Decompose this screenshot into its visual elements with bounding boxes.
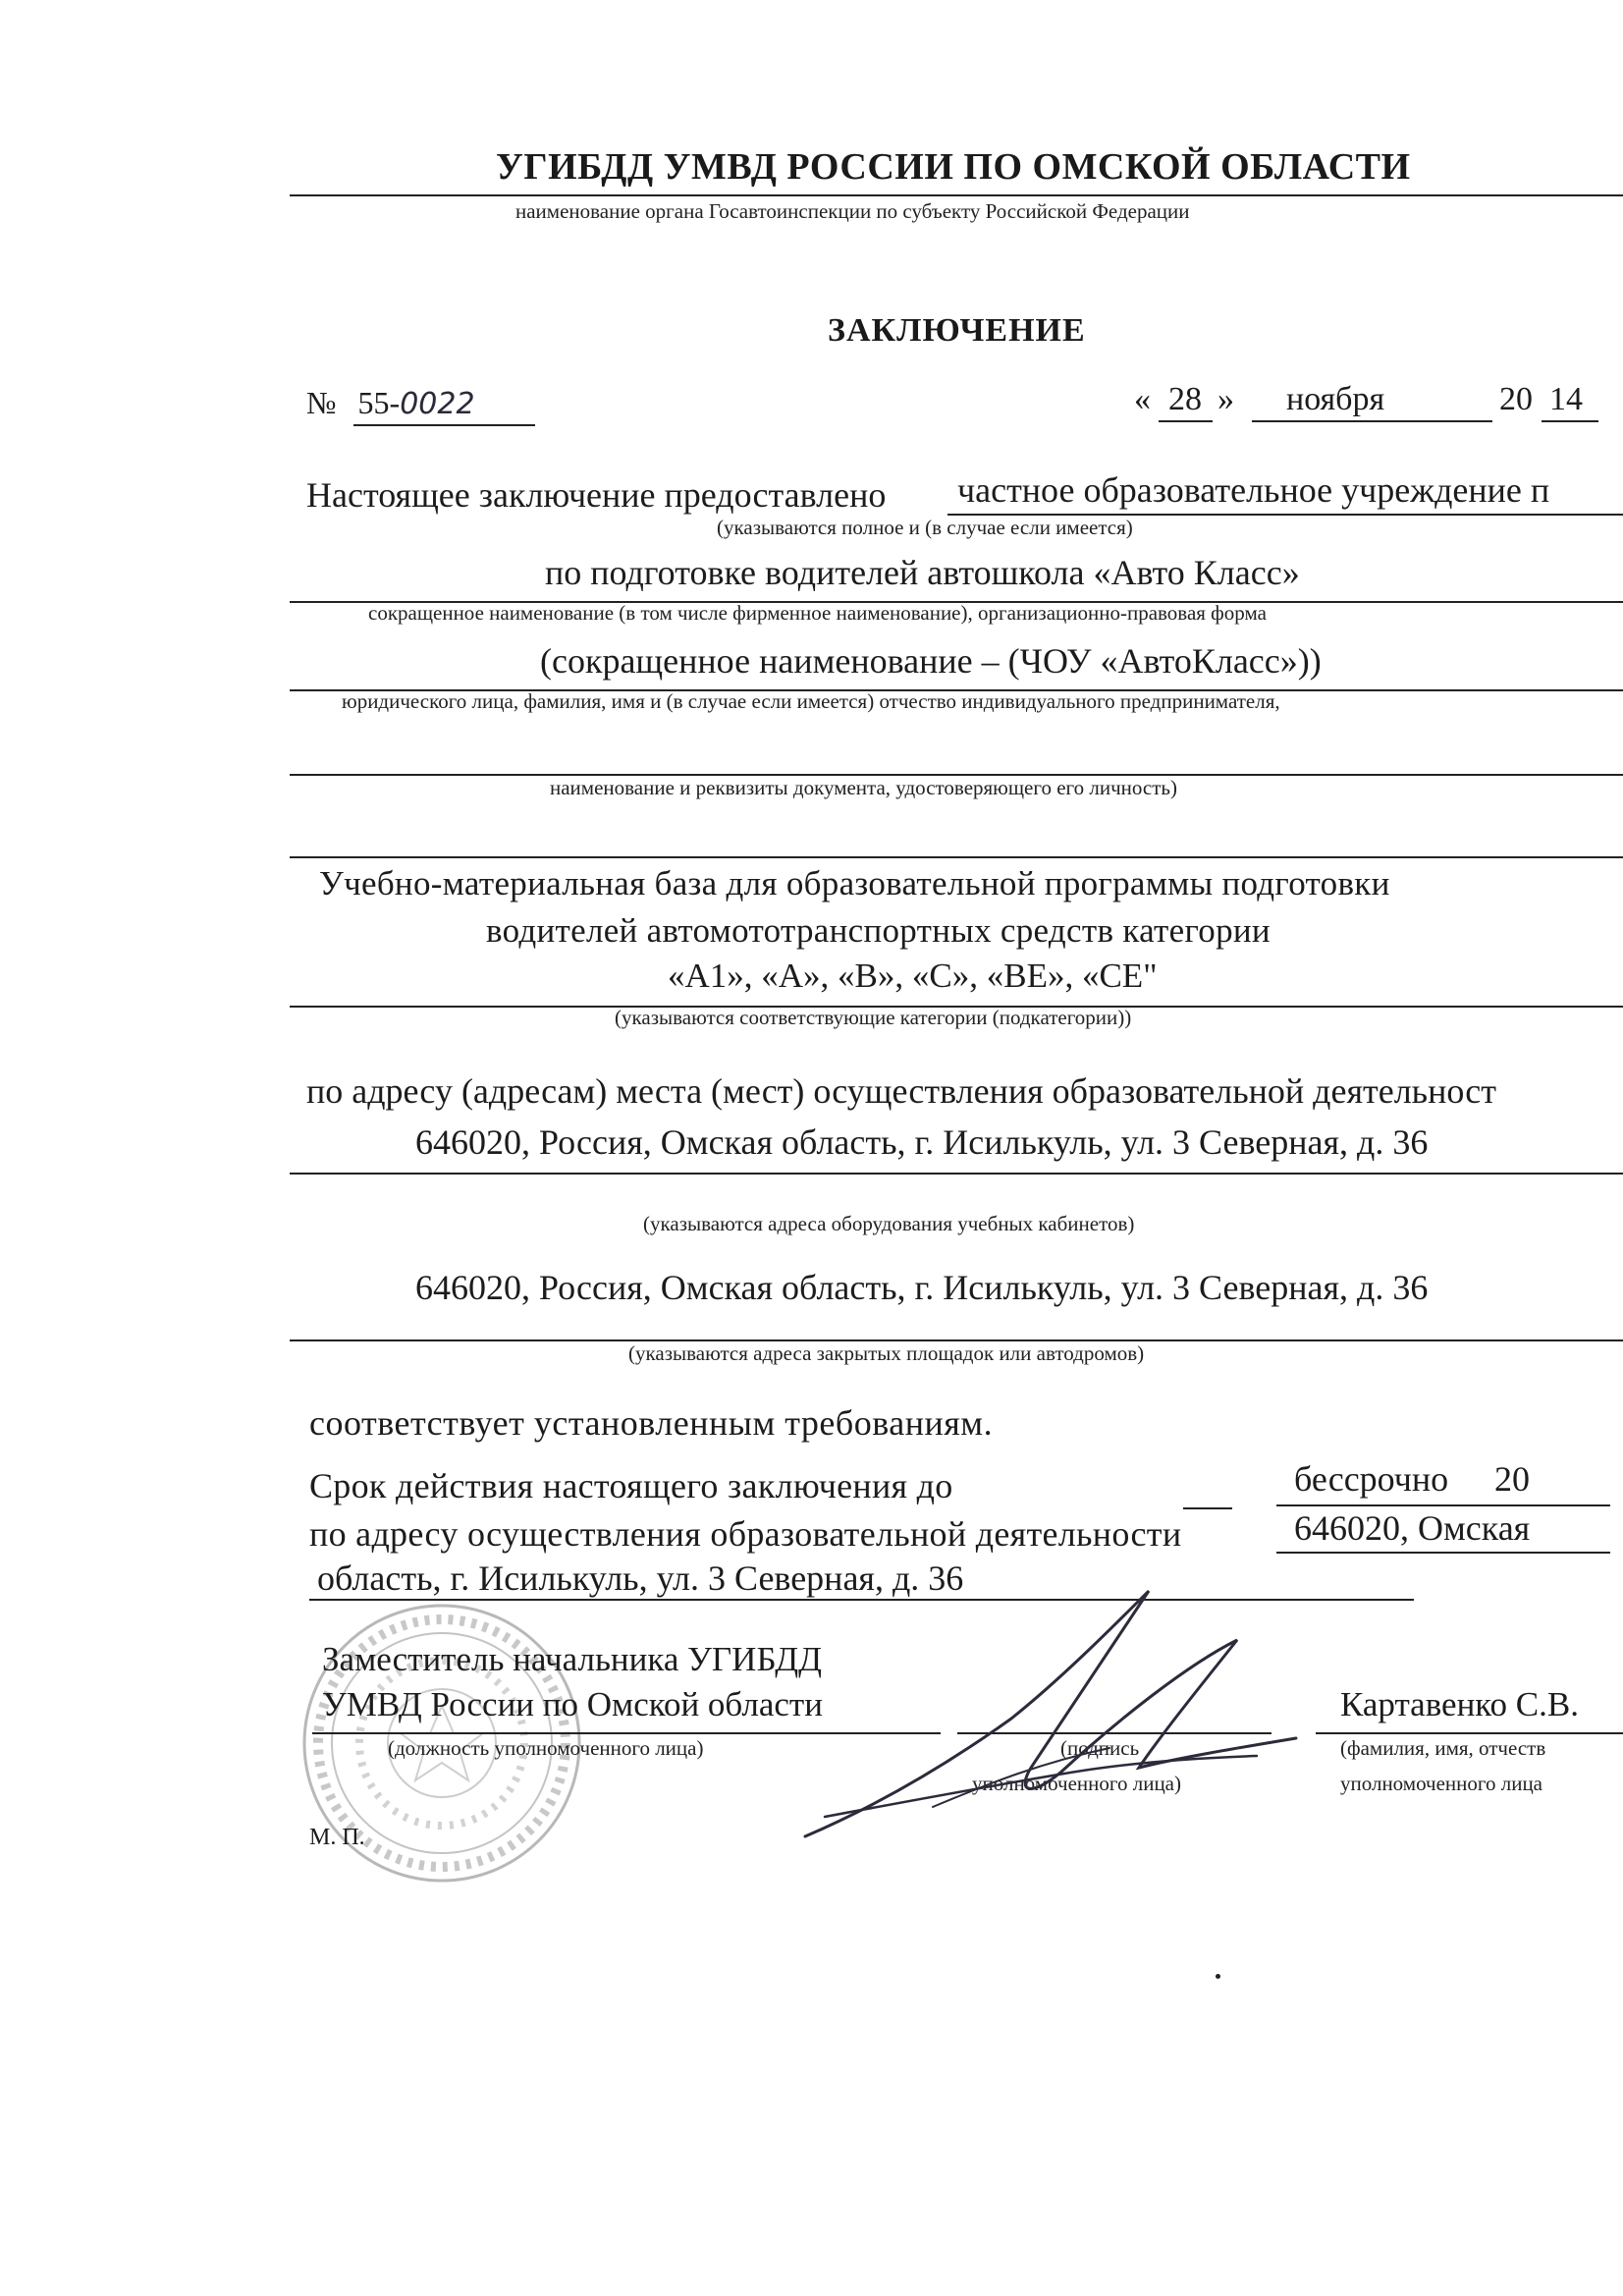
provided-intro: Настоящее заключение предоставлено [306, 475, 887, 515]
date-close: » [1217, 381, 1234, 417]
separator-line [290, 856, 1623, 858]
number-label [306, 385, 475, 421]
address-caption-1: (указываются адреса оборудования учебных кабинетов) [643, 1212, 1135, 1235]
provided-line-2: по подготовке водителей автошкола «Авто Класс» [545, 553, 1300, 592]
signatory-position-caption: (должность уполномоченного лица) [388, 1736, 704, 1760]
validity-address-value-1: 646020, Омская [1294, 1508, 1531, 1548]
validity-underline [1276, 1504, 1610, 1506]
date-day: 28 [1168, 381, 1202, 417]
signature-caption-2: уполномоченного лица) [972, 1772, 1181, 1795]
provided-caption-3: юридического лица, фамилия, имя и (в случае если имеется) отчество индивидуального предпринимателя, [342, 689, 1280, 713]
base-caption: (указываются соответствующие категории (подкатегории)) [615, 1006, 1132, 1029]
authority-underline [290, 194, 1623, 196]
signatory-name-underline [1316, 1732, 1623, 1734]
address-intro: по адресу (адресам) места (мест) осуществления образовательной деятельност [306, 1071, 1496, 1111]
provided-caption-2: сокращенное наименование (в том числе фирменное наименование), организационно-правовая форма [368, 601, 1267, 625]
provided-line-1: частное образовательное учреждение п [957, 470, 1550, 510]
handwritten-signature [785, 1571, 1316, 1846]
validity-address-intro: по адресу осуществления образовательной деятельности [309, 1514, 1182, 1554]
base-line-2: водителей автомототранспортных средств категории [486, 911, 1271, 950]
signatory-position-1: Заместитель начальника УГИБДД [322, 1640, 822, 1678]
signatory-name: Картавенко С.В. [1340, 1685, 1579, 1723]
signatory-position-2: УМВД России по Омской области [322, 1685, 823, 1723]
date-day-underline [1159, 420, 1213, 422]
date-year-suffix: 14 [1549, 381, 1583, 417]
signatory-name-caption-2: уполномоченного лица [1340, 1772, 1543, 1795]
address-caption-2: (указываются адреса закрытых площадок или автодромов) [628, 1341, 1145, 1365]
authority-name: УГИБДД УМВД РОССИИ ПО ОМСКОЙ ОБЛАСТИ [496, 146, 1411, 188]
stamp-place-label: М. П. [309, 1825, 365, 1850]
base-line-3: «А1», «А», «В», «С», «ВЕ», «СЕ" [668, 957, 1158, 995]
date-year-underline [1542, 420, 1598, 422]
number-value: 55- [357, 385, 401, 420]
validity-address-value-2: область, г. Исилькуль, ул. 3 Северная, д. 36 [317, 1558, 964, 1598]
document-title: ЗАКЛЮЧЕНИЕ [828, 312, 1086, 349]
provided-caption-1: (указываются полное и (в случае если имеется) [717, 516, 1133, 539]
validity-intro: Срок действия настоящего заключения до [309, 1466, 953, 1505]
provided-caption-4: наименование и реквизиты документа, удостоверяющего его личность) [550, 776, 1177, 799]
validity-address-underline-1 [1276, 1552, 1610, 1554]
address-line-1: 646020, Россия, Омская область, г. Исилькуль, ул. 3 Северная, д. 36 [415, 1122, 1429, 1162]
authority-caption: наименование органа Госавтоинспекции по субъекту Российской Федерации [515, 199, 1190, 223]
signatory-name-caption-1: (фамилия, имя, отчеств [1340, 1736, 1546, 1760]
base-line-1: Учебно-материальная база для образовательной программы подготовки [319, 864, 1390, 902]
number-handwritten: 0022 [400, 387, 475, 421]
number-underline [353, 424, 535, 426]
validity-dash [1183, 1507, 1232, 1509]
address-underline-1 [290, 1173, 1623, 1175]
number-prefix: № [306, 385, 337, 420]
date-open: « [1134, 381, 1151, 417]
validity-year-prefix: 20 [1494, 1459, 1530, 1499]
conformity-text: соответствует установленным требованиям. [309, 1403, 994, 1443]
provided-line-3: (сокращенное наименование – (ЧОУ «АвтоКласс»)) [540, 641, 1322, 681]
address-line-2: 646020, Россия, Омская область, г. Исилькуль, ул. 3 Северная, д. 36 [415, 1268, 1429, 1307]
signature-caption-1: (подпись [1060, 1736, 1140, 1760]
speck [1216, 1974, 1220, 1979]
date-month-underline [1252, 420, 1492, 422]
date-month: ноября [1286, 381, 1385, 417]
date-year-prefix: 20 [1499, 381, 1533, 417]
validity-value: бессрочно [1294, 1459, 1449, 1499]
